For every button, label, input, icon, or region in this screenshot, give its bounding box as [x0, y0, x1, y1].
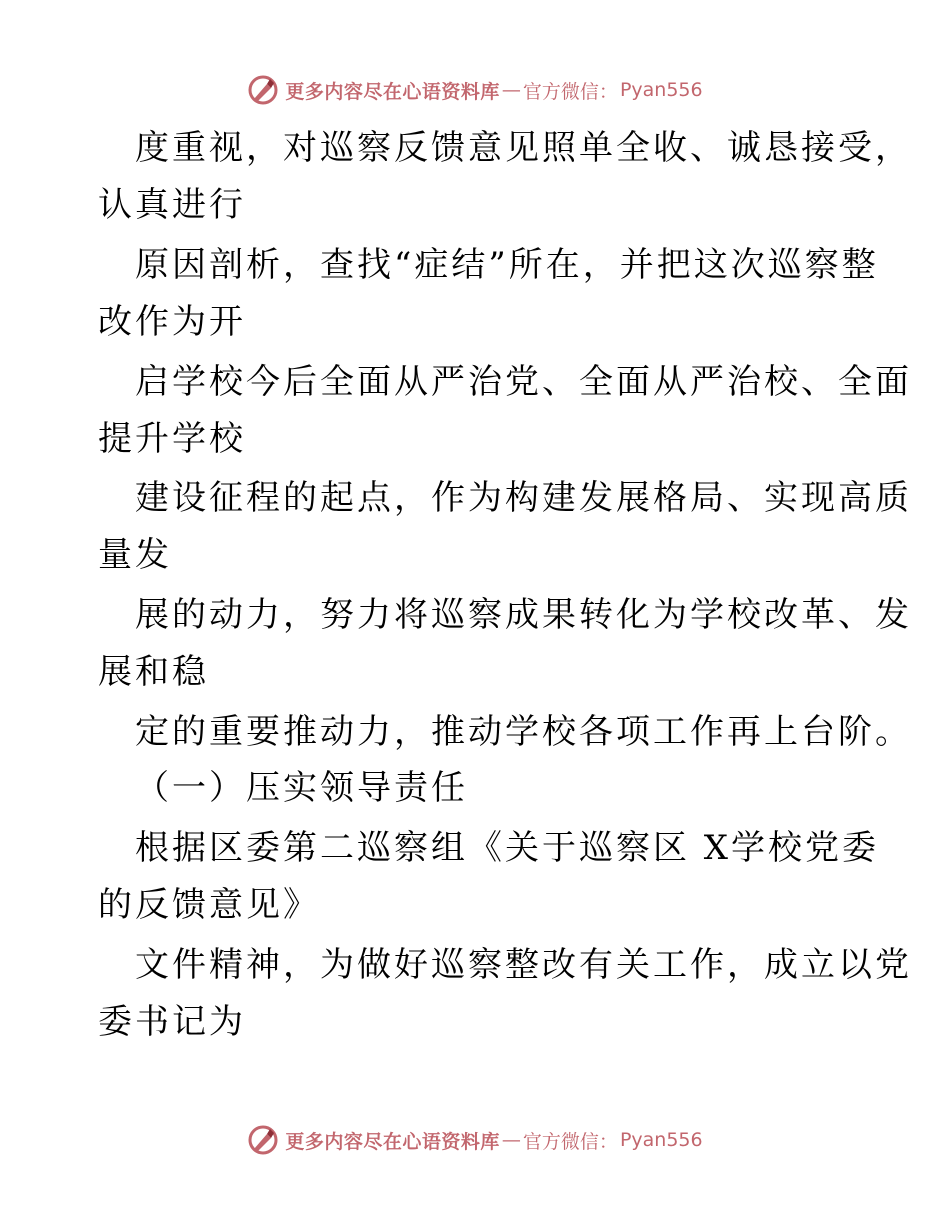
- pen-logo-icon: [247, 74, 279, 106]
- body-line: 建设征程的起点，作为构建发展格局、实现高质: [135, 478, 912, 518]
- body-line: 度重视，对巡察反馈意见照单全收、诚恳接受，: [135, 128, 912, 168]
- section-heading: （一）压实领导责任: [135, 768, 468, 808]
- body-line: 根据区委第二巡察组《关于巡察区 X学校党委: [135, 828, 880, 868]
- body-line: 定的重要推动力，推动学校各项工作再上台阶。: [135, 712, 912, 752]
- body-line: 启学校今后全面从严治党、全面从严治校、全面: [135, 362, 912, 402]
- watermark-dash: —: [501, 79, 521, 101]
- watermark-header: [0, 70, 950, 110]
- body-line: 量发: [98, 535, 172, 575]
- watermark-dash: —: [501, 1129, 521, 1151]
- watermark-text: 更多内容尽在心语资料库: [285, 80, 500, 103]
- body-line: 展和稳: [98, 652, 209, 692]
- body-line: 委书记为: [98, 1002, 246, 1042]
- watermark-footer: [0, 1120, 950, 1160]
- pen-logo-icon: [247, 1124, 279, 1156]
- body-line: 的反馈意见》: [98, 885, 320, 925]
- watermark-wechat-label: 官方微信：: [522, 80, 618, 103]
- body-line: 提升学校: [98, 419, 246, 459]
- body-line: 认真进行: [98, 185, 246, 225]
- watermark-wechat-id: Pyan556: [619, 79, 703, 101]
- body-line: 原因剖析，查找“症结”所在，并把这次巡察整: [135, 245, 879, 285]
- watermark-wechat-id: Pyan556: [619, 1129, 703, 1151]
- body-line: 展的动力，努力将巡察成果转化为学校改革、发: [135, 595, 912, 635]
- watermark-wechat-label: 官方微信：: [522, 1130, 618, 1153]
- body-line: 改作为开: [98, 302, 246, 342]
- watermark-text: 更多内容尽在心语资料库: [285, 1130, 500, 1153]
- body-line: 文件精神，为做好巡察整改有关工作，成立以党: [135, 945, 912, 985]
